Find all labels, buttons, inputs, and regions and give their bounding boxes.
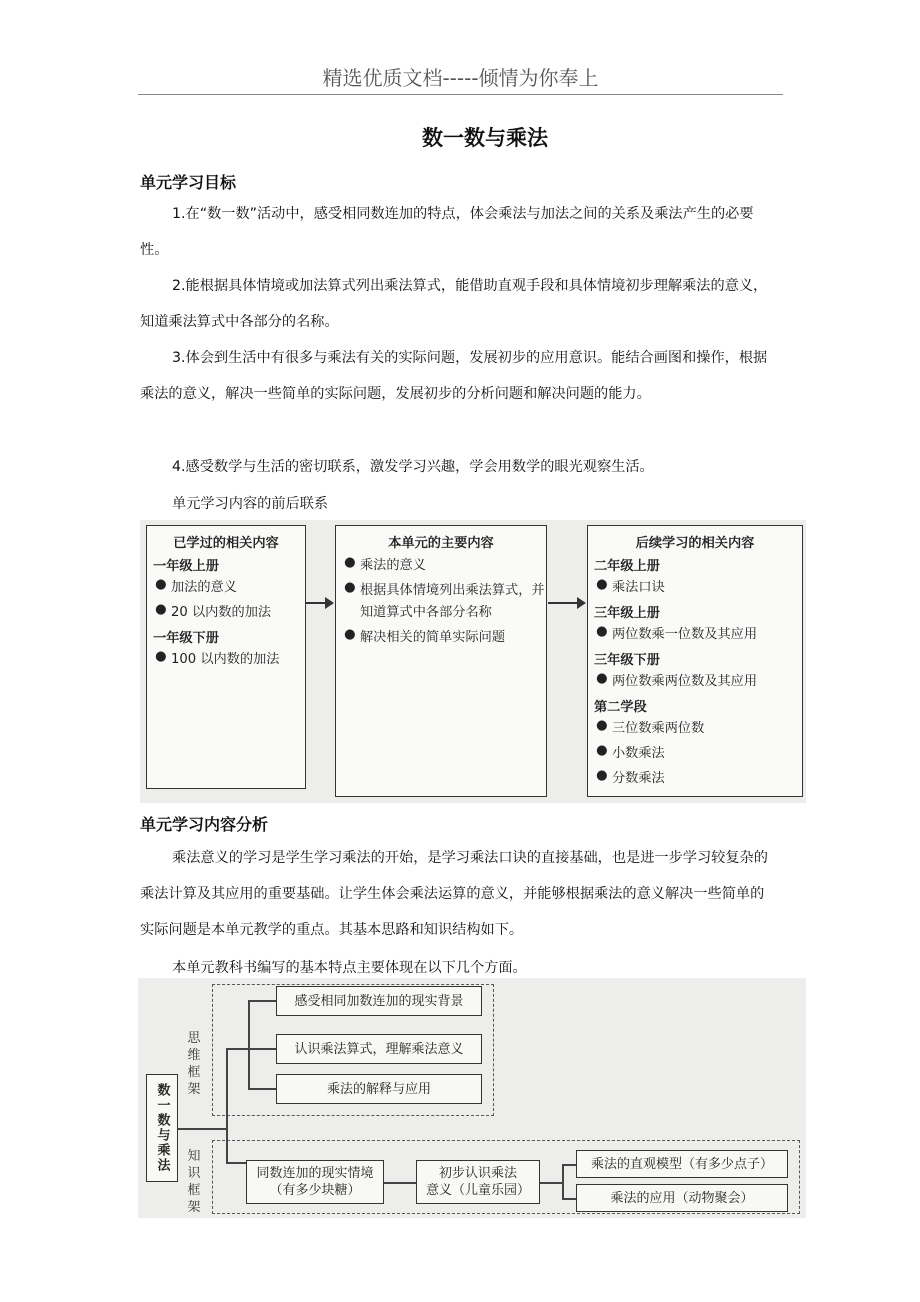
knowledge-structure-figure — [138, 978, 806, 1218]
page-header: 精选优质文档-----倾情为你奉上 — [138, 62, 783, 95]
list-item: ● 分数乘法 — [596, 768, 665, 786]
root-box: 数一数与乘法 — [146, 1074, 178, 1182]
connector — [540, 1182, 562, 1184]
knowledge-item-4: 乘法的应用（动物聚会） — [576, 1184, 788, 1212]
thinking-label: 思维框架 — [187, 1031, 201, 1097]
prev-grade-1: 一年级上册 — [153, 559, 219, 574]
analysis-heading: 单元学习内容分析 — [140, 815, 269, 834]
relation-figure — [140, 520, 806, 803]
main-content-box — [335, 525, 547, 797]
features-paragraph: 本单元教科书编写的基本特点主要体现在以下几个方面。 — [172, 960, 527, 976]
analysis-paragraph: 乘法意义的学习是学生学习乘法的开始，是学习乘法口诀的直接基础，也是进一步学习较复杂的乘法计算及其应用的重要基础。让学生体会乘法运算的意义，并能够根据乘法的意义解决一些简单的实际问题是本单元教学的重点。其基本思路和知识结构如下。 — [140, 850, 768, 938]
document-title: 数一数与乘法 — [422, 126, 548, 150]
goal-4: 4.感受数学与生活的密切联系，激发学习兴趣，学会用数学的眼光观察生活。 — [172, 459, 654, 475]
list-item: ● 根据具体情境列出乘法算式，并知道算式中各部分名称 — [344, 580, 545, 620]
knowledge-item-2 — [416, 1160, 540, 1204]
connector — [248, 1000, 276, 1002]
goal-3: 3.体会到生活中有很多与乘法有关的实际问题，发展初步的应用意识。能结合画图和操作，根据乘法的意义，解决一些简单的实际问题，发展初步的分析问题和解决问题的能力。 — [140, 350, 768, 402]
arrow-right-icon — [306, 602, 332, 604]
relation-caption: 单元学习内容的前后联系 — [172, 496, 329, 512]
list-item: ● 加法的意义 — [155, 577, 237, 595]
goal-2: 2.能根据具体情境或加法算式列出乘法算式，能借助直观手段和具体情境初步理解乘法的意义，知道乘法算式中各部分的名称。 — [140, 278, 768, 330]
list-item: ● 两位数乘一位数及其应用 — [596, 624, 758, 642]
knowledge-label: 知识框架 — [187, 1149, 201, 1215]
connector — [562, 1164, 576, 1166]
connector — [226, 1162, 246, 1164]
thinking-item-3: 乘法的解释与应用 — [276, 1074, 482, 1104]
connector — [384, 1182, 416, 1184]
list-item: ● 20 以内数的加法 — [155, 602, 272, 620]
connector — [248, 1000, 250, 1088]
prev-grade-2: 一年级下册 — [153, 631, 219, 646]
goals-heading: 单元学习目标 — [140, 173, 237, 192]
next-grade-3: 三年级下册 — [594, 653, 660, 668]
knowledge-item-2-line2: 意义（儿童乐园） — [425, 1183, 530, 1198]
connector — [178, 1128, 226, 1130]
list-item: ● 两位数乘两位数及其应用 — [596, 671, 758, 689]
list-item: ● 解决相关的简单实际问题 — [344, 627, 506, 645]
list-item: ● 乘法的意义 — [344, 555, 426, 573]
main-title: 本单元的主要内容 — [388, 536, 494, 551]
goal-1: 1.在“数一数”活动中，感受相同数连加的特点，体会乘法与加法之间的关系及乘法产生的必要性。 — [140, 206, 754, 258]
prev-title: 已学过的相关内容 — [173, 536, 279, 551]
connector — [226, 1048, 248, 1050]
next-grade-4: 第二学段 — [594, 700, 647, 715]
connector — [562, 1198, 576, 1200]
next-grade-1: 二年级上册 — [594, 559, 660, 574]
list-item: ● 100 以内数的加法 — [155, 649, 280, 667]
arrow-right-icon — [548, 602, 584, 604]
knowledge-item-1-line2: （有多少块糖） — [269, 1183, 361, 1198]
knowledge-item-1 — [246, 1160, 384, 1204]
list-item: ● 小数乘法 — [596, 743, 665, 761]
connector — [562, 1164, 564, 1198]
knowledge-item-2-line1: 初步认识乘法 — [438, 1166, 517, 1181]
next-content-box — [587, 525, 803, 797]
connector — [248, 1048, 276, 1050]
connector — [226, 1048, 228, 1162]
connector — [248, 1088, 276, 1090]
list-item: ● 乘法口诀 — [596, 577, 665, 595]
next-title: 后续学习的相关内容 — [635, 536, 755, 551]
knowledge-item-3: 乘法的直观模型（有多少点子） — [576, 1150, 788, 1178]
thinking-item-1: 感受相同加数连加的现实背景 — [276, 986, 482, 1016]
prev-content-box — [146, 525, 306, 789]
thinking-item-2: 认识乘法算式，理解乘法意义 — [276, 1034, 482, 1064]
list-item: ● 三位数乘两位数 — [596, 718, 705, 736]
knowledge-item-1-line1: 同数连加的现实情境 — [256, 1166, 374, 1181]
next-grade-2: 三年级上册 — [594, 606, 660, 621]
